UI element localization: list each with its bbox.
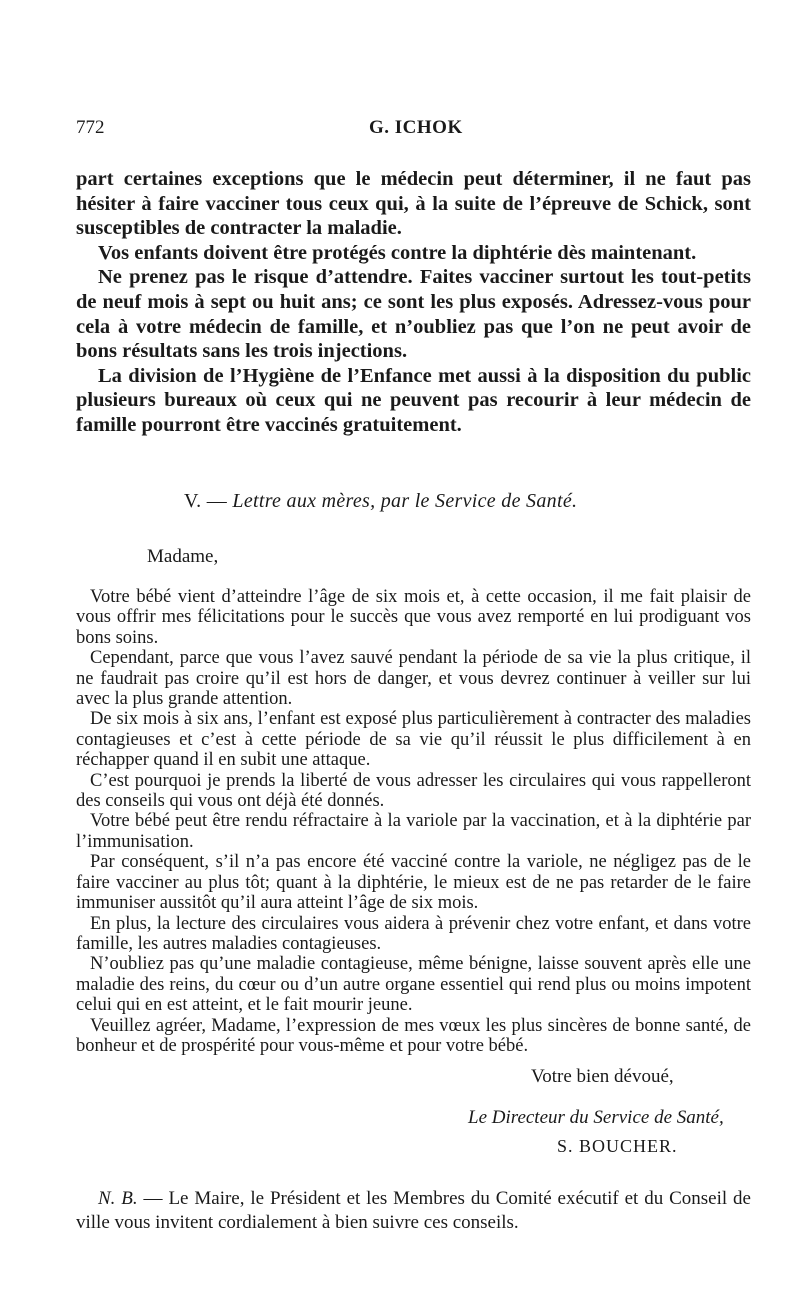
note-label: N. B. xyxy=(98,1188,138,1209)
running-title: G. ICHOK xyxy=(369,117,463,138)
paragraph: Vos enfants doivent être protégés contre la diphtérie dès maintenant. xyxy=(98,241,697,264)
note-paragraph xyxy=(76,1187,751,1235)
paragraph: La division de l’Hygiène de l’Enfance met aussi à la disposition du public plusieurs bureaux où ceux qui ne peuvent pas recourir à leur médecin de famille pourront être vaccinés gratuitement. xyxy=(76,364,751,436)
signature-name: S. BOUCHER. xyxy=(557,1136,678,1156)
letter-closing: Votre bien dévoué, xyxy=(531,1066,674,1087)
paragraph: part certaines exceptions que le médecin peut déterminer, il ne faut pas hésiter à faire vacciner tous ceux qui, à la suite de l’épreuve de Schick, sont susceptibles de contracter la maladie. xyxy=(76,168,751,240)
letter-paragraph: N’oubliez pas qu’une maladie contagieuse, même bénigne, laisse souvent après elle une maladie des reins, du cœur ou d’un autre organe essentiel qui rend plus ou moins impotent celui qui en est atteint, et le fait mourir jeune. xyxy=(76,954,751,1016)
note-text: — Le Maire, le Président et les Membres du Comité exécutif et du Conseil de ville vous invitent cordialement à bien suivre ces conseils. xyxy=(76,1188,751,1233)
letter-paragraph: Par conséquent, s’il n’a pas encore été vacciné contre la variole, ne négligez pas de le faire vacciner au plus tôt; quant à la diphtérie, le mieux est de ne pas retarder de le faire immuniser aussitôt qu’il aura atteint l’âge de six mois. xyxy=(76,852,751,914)
page-number: 772 xyxy=(76,117,105,138)
letter-paragraph: Votre bébé peut être rendu réfractaire à la variole par la vaccination, et à la diphtérie par l’immunisation. xyxy=(76,811,751,852)
letter-salutation: Madame, xyxy=(147,546,219,567)
paragraph: Ne prenez pas le risque d’attendre. Faites vacciner surtout les tout-petits de neuf mois à sept ou huit ans; ce sont les plus exposés. Adressez-vous pour cela à votre médecin de famille, et n’oubliez pas que l’on ne peut avoir de bons résultats sans les trois injections. xyxy=(76,266,751,363)
letter-body xyxy=(76,587,751,1056)
section-title: Lettre aux mères, par le Service de Santé. xyxy=(232,490,578,512)
letter-paragraph: Votre bébé vient d’atteindre l’âge de six mois et, à cette occasion, il me fait plaisir de vous offrir mes félicitations pour le succès que vous avez remporté en lui prodiguant vos bons soins. xyxy=(76,587,751,648)
section-heading xyxy=(184,490,577,513)
section-number: V. — xyxy=(184,490,228,512)
footnote xyxy=(76,1187,751,1235)
letter-paragraph: Cependant, parce que vous l’avez sauvé pendant la période de sa vie la plus critique, il ne faudrait pas croire qu’il est hors de danger, et vous devrez continuer à veiller sur lui avec la plus grande attention. xyxy=(76,648,751,710)
body-text xyxy=(76,167,751,438)
letter-paragraph: Veuillez agréer, Madame, l’expression de mes vœux les plus sincères de bonne santé, de bonheur et de prospérité pour vous-même et pour votre bébé. xyxy=(76,1015,751,1056)
running-head xyxy=(76,117,750,141)
signature-title: Le Directeur du Service de Santé, xyxy=(468,1107,724,1128)
letter-paragraph: En plus, la lecture des circulaires vous aidera à prévenir chez votre enfant, et dans votre famille, les autres maladies contagieuses. xyxy=(76,913,751,954)
letter-paragraph: C’est pourquoi je prends la liberté de vous adresser les circulaires qui vous rappelleront des conseils qui vous ont déjà été donnés. xyxy=(76,770,751,812)
letter-paragraph: De six mois à six ans, l’enfant est exposé plus particulièrement à contracter des maladies contagieuses et c’est à cette période de sa vie qu’il réussit le plus difficilement à en réchapper quand il en subit une attaque. xyxy=(76,709,751,771)
